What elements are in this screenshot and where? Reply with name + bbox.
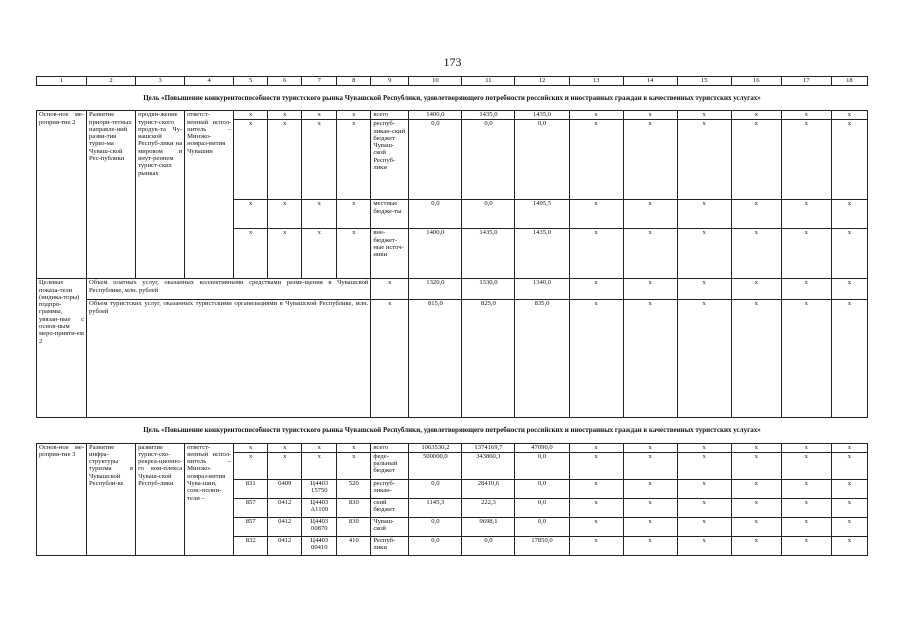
value-cell: x xyxy=(371,300,409,418)
value-cell: x xyxy=(831,517,867,536)
funding-source-cell: феде-ральный бюджет xyxy=(371,452,409,479)
expense-type-cell: x xyxy=(337,200,371,229)
table-row xyxy=(37,111,868,120)
column-header: 14 xyxy=(623,77,677,86)
event-name-cell: Основ-ное ме-роприя-тие 2 xyxy=(37,111,87,279)
funding-source-cell: всего xyxy=(371,111,409,120)
expense-type-cell: 830 xyxy=(337,498,371,517)
value-cell: x xyxy=(677,111,731,120)
value-cell: x xyxy=(623,498,677,517)
task-cell: развитие турист-ско-рекреа-ционно-го ком-плекса Чуваш-ской Респуб-лики xyxy=(136,443,185,555)
value-cell: 500000,0 xyxy=(409,452,462,479)
expense-type-cell: 520 xyxy=(337,479,371,498)
value-cell: x xyxy=(831,498,867,517)
value-cell: x xyxy=(623,120,677,200)
value-cell: x xyxy=(623,479,677,498)
section-cell: x xyxy=(268,443,302,452)
subprogram-direction-cell: Развитие инфра-структуры туризма в Чувашской Республи-ке xyxy=(87,443,136,555)
funding-source-cell: вне-бюджет-ные источ-ники xyxy=(371,229,409,279)
value-cell: 0,0 xyxy=(515,120,569,200)
value-cell: 47090,0 xyxy=(515,443,569,452)
value-cell: 0,0 xyxy=(515,479,569,498)
indicator-text-cell: Объем платных услуг, оказанных коллективными средствами разме-щения в Чувашской Республике, млн. рублей xyxy=(87,279,371,300)
expense-type-cell: x xyxy=(337,229,371,279)
value-cell: x xyxy=(569,498,623,517)
goal-row xyxy=(37,86,868,111)
value-cell: 1374169,7 xyxy=(462,443,515,452)
value-cell: x xyxy=(781,479,831,498)
expense-type-cell: x xyxy=(337,120,371,200)
target-article-cell: x xyxy=(302,443,337,452)
value-cell: x xyxy=(623,517,677,536)
value-cell: x xyxy=(731,536,781,555)
value-cell: 815,0 xyxy=(409,300,462,418)
value-cell: x xyxy=(831,120,867,200)
target-article-cell: Ц4403 15750 xyxy=(302,479,337,498)
grbs-cell: x xyxy=(234,443,268,452)
value-cell: 835,0 xyxy=(515,300,569,418)
value-cell: x xyxy=(731,120,781,200)
value-cell: 1400,0 xyxy=(409,229,462,279)
budget-table xyxy=(36,76,868,556)
funding-source-cell: всего xyxy=(371,443,409,452)
column-header: 11 xyxy=(462,77,515,86)
value-cell: 28410,6 xyxy=(462,479,515,498)
column-header: 4 xyxy=(185,77,234,86)
value-cell: 1320,0 xyxy=(409,279,462,300)
value-cell: 1145,3 xyxy=(409,498,462,517)
value-cell: x xyxy=(677,517,731,536)
value-cell: x xyxy=(623,229,677,279)
expense-type-cell: x xyxy=(337,111,371,120)
column-header: 2 xyxy=(87,77,136,86)
target-article-cell: Ц4403 00410 xyxy=(302,536,337,555)
value-cell: x xyxy=(731,498,781,517)
target-article-cell: x xyxy=(302,120,337,200)
value-cell: x xyxy=(831,300,867,418)
value-cell: 0,0 xyxy=(409,120,462,200)
value-cell: 1435,0 xyxy=(515,111,569,120)
grbs-cell: x xyxy=(234,229,268,279)
value-cell: x xyxy=(831,479,867,498)
column-header: 18 xyxy=(831,77,867,86)
value-cell: 1400,0 xyxy=(409,111,462,120)
column-header: 8 xyxy=(337,77,371,86)
value-cell: x xyxy=(831,443,867,452)
value-cell: x xyxy=(781,200,831,229)
value-cell: 0,0 xyxy=(515,517,569,536)
funding-source-cell: местные бюдже-ты xyxy=(371,200,409,229)
grbs-cell: x xyxy=(234,452,268,479)
value-cell: 1435,0 xyxy=(462,111,515,120)
value-cell: x xyxy=(677,452,731,479)
indicator-row xyxy=(37,279,868,300)
section-cell: 0412 xyxy=(268,536,302,555)
value-cell: 0,0 xyxy=(409,200,462,229)
value-cell: x xyxy=(569,300,623,418)
value-cell: 825,0 xyxy=(462,300,515,418)
value-cell: 0,0 xyxy=(409,479,462,498)
value-cell: x xyxy=(731,300,781,418)
subprogram-direction-cell: Развитие приори-тетных направле-ний разви-тия туриз-ма Чуваш-ской Рес-публики xyxy=(87,111,136,279)
value-cell: x xyxy=(371,279,409,300)
value-cell: x xyxy=(569,443,623,452)
expense-type-cell: 830 xyxy=(337,517,371,536)
column-header: 3 xyxy=(136,77,185,86)
section-cell: 0412 xyxy=(268,498,302,517)
value-cell: x xyxy=(677,279,731,300)
page-number: 173 xyxy=(443,55,462,69)
value-cell: 222,3 xyxy=(462,498,515,517)
value-cell: x xyxy=(569,279,623,300)
funding-source-cell: респуб-ликан- xyxy=(371,479,409,498)
column-header: 1 xyxy=(37,77,87,86)
section-cell: x xyxy=(268,200,302,229)
value-cell: x xyxy=(569,452,623,479)
column-header: 16 xyxy=(731,77,781,86)
expense-type-cell: 410 xyxy=(337,536,371,555)
value-cell: x xyxy=(731,279,781,300)
value-cell: x xyxy=(781,517,831,536)
value-cell: x xyxy=(731,200,781,229)
value-cell: 0,0 xyxy=(409,517,462,536)
indicator-row xyxy=(37,300,868,418)
goal-heading: Цель «Повышение конкурентоспособности туристского рынка Чувашской Республики, удовлетворяющего потребности российских и иностранных граждан в качественных туристских услугах» xyxy=(37,86,868,111)
value-cell: x xyxy=(831,111,867,120)
column-header: 15 xyxy=(677,77,731,86)
value-cell: 9698,1 xyxy=(462,517,515,536)
value-cell: x xyxy=(569,120,623,200)
value-cell: x xyxy=(623,279,677,300)
executor-cell: ответст-венный испол-нитель – Минэко-номраз-вития Чува-шии, соис-полни-тели – xyxy=(185,443,234,555)
value-cell: 0,0 xyxy=(515,452,569,479)
grbs-cell: x xyxy=(234,200,268,229)
value-cell: x xyxy=(623,300,677,418)
goal-row xyxy=(37,418,868,443)
value-cell: x xyxy=(781,229,831,279)
value-cell: x xyxy=(677,443,731,452)
column-header: 17 xyxy=(781,77,831,86)
section-cell: x xyxy=(268,229,302,279)
indicator-text-cell: Объем туристских услуг, оказанных туристскими организациями в Чувашской Республике, млн. рублей xyxy=(87,300,371,418)
section-cell: 0409 xyxy=(268,479,302,498)
value-cell: 0,0 xyxy=(462,200,515,229)
value-cell: x xyxy=(677,498,731,517)
value-cell: x xyxy=(731,229,781,279)
value-cell: x xyxy=(569,200,623,229)
value-cell: x xyxy=(831,200,867,229)
funding-source-cell: ский бюджет xyxy=(371,498,409,517)
target-article-cell: x xyxy=(302,229,337,279)
grbs-cell: x xyxy=(234,111,268,120)
value-cell: x xyxy=(569,479,623,498)
expense-type-cell: x xyxy=(337,452,371,479)
event-name-cell: Основ-ное ме-роприя-тие 3 xyxy=(37,443,87,555)
column-header: 7 xyxy=(302,77,337,86)
value-cell: 0,0 xyxy=(409,536,462,555)
value-cell: x xyxy=(623,536,677,555)
column-header: 5 xyxy=(234,77,268,86)
funding-source-cell: респуб-ликан-ский бюджет Чуваш-ской Респуб-лики xyxy=(371,120,409,200)
target-article-cell: x xyxy=(302,200,337,229)
value-cell: x xyxy=(731,452,781,479)
column-header: 10 xyxy=(409,77,462,86)
value-cell: x xyxy=(781,300,831,418)
value-cell: x xyxy=(731,479,781,498)
expense-type-cell: x xyxy=(337,443,371,452)
value-cell: x xyxy=(569,111,623,120)
funding-source-cell: Респуб-лики xyxy=(371,536,409,555)
value-cell: x xyxy=(731,443,781,452)
grbs-cell: 832 xyxy=(234,536,268,555)
grbs-cell: x xyxy=(234,120,268,200)
value-cell: x xyxy=(781,120,831,200)
value-cell: x xyxy=(831,536,867,555)
column-header: 13 xyxy=(569,77,623,86)
value-cell: 0,0 xyxy=(515,498,569,517)
value-cell: x xyxy=(831,452,867,479)
value-cell: x xyxy=(677,229,731,279)
value-cell: x xyxy=(677,536,731,555)
value-cell: 343860,1 xyxy=(462,452,515,479)
value-cell: 0,0 xyxy=(462,536,515,555)
value-cell: x xyxy=(831,229,867,279)
value-cell: x xyxy=(623,443,677,452)
grbs-cell: 857 xyxy=(234,498,268,517)
section-cell: 0412 xyxy=(268,517,302,536)
value-cell: 1435,0 xyxy=(462,229,515,279)
indicators-label-cell: Целевые показа-тели (индика-торы) подпро-граммы, увязан-ные с основ-ным меро-прияти-ем 2 xyxy=(37,279,87,418)
value-cell: x xyxy=(569,517,623,536)
column-header: 6 xyxy=(268,77,302,86)
value-cell: x xyxy=(731,517,781,536)
section-cell: x xyxy=(268,111,302,120)
column-header: 12 xyxy=(515,77,569,86)
value-cell: 1495,5 xyxy=(515,200,569,229)
value-cell: x xyxy=(781,452,831,479)
value-cell: x xyxy=(677,479,731,498)
value-cell: 1063530,2 xyxy=(409,443,462,452)
value-cell: x xyxy=(623,452,677,479)
value-cell: x xyxy=(731,111,781,120)
value-cell: 1435,0 xyxy=(515,229,569,279)
task-cell: продви-жение турист-ского продук-та Чу-вашской Респуб-лики на мировом и внут-реннем турист-ских рынках xyxy=(136,111,185,279)
value-cell: x xyxy=(831,279,867,300)
target-article-cell: Ц4403 00870 xyxy=(302,517,337,536)
value-cell: x xyxy=(623,200,677,229)
value-cell: x xyxy=(781,111,831,120)
value-cell: x xyxy=(623,111,677,120)
value-cell: 17850,0 xyxy=(515,536,569,555)
grbs-cell: 831 xyxy=(234,479,268,498)
funding-source-cell: Чуваш-ской xyxy=(371,517,409,536)
executor-cell: ответст-венный испол-нитель – Минэко-номраз-вития Чувашии xyxy=(185,111,234,279)
value-cell: x xyxy=(569,229,623,279)
value-cell: x xyxy=(781,443,831,452)
value-cell: x xyxy=(569,536,623,555)
table-row xyxy=(37,443,868,452)
value-cell: 0,0 xyxy=(462,120,515,200)
column-number-row xyxy=(37,77,868,86)
value-cell: x xyxy=(677,120,731,200)
value-cell: x xyxy=(677,300,731,418)
section-cell: x xyxy=(268,120,302,200)
section-cell: x xyxy=(268,452,302,479)
goal-heading: Цель «Повышение конкурентоспособности туристского рынка Чувашской Республики, удовлетворяющего потребности российских и иностранных граждан в качественных туристских услугах» xyxy=(37,418,868,443)
column-header: 9 xyxy=(371,77,409,86)
value-cell: x xyxy=(781,498,831,517)
target-article-cell: x xyxy=(302,111,337,120)
value-cell: 1330,0 xyxy=(462,279,515,300)
value-cell: x xyxy=(781,536,831,555)
grbs-cell: 857 xyxy=(234,517,268,536)
value-cell: 1340,0 xyxy=(515,279,569,300)
value-cell: x xyxy=(781,279,831,300)
target-article-cell: Ц4403 А1109 xyxy=(302,498,337,517)
value-cell: x xyxy=(677,200,731,229)
target-article-cell: x xyxy=(302,452,337,479)
